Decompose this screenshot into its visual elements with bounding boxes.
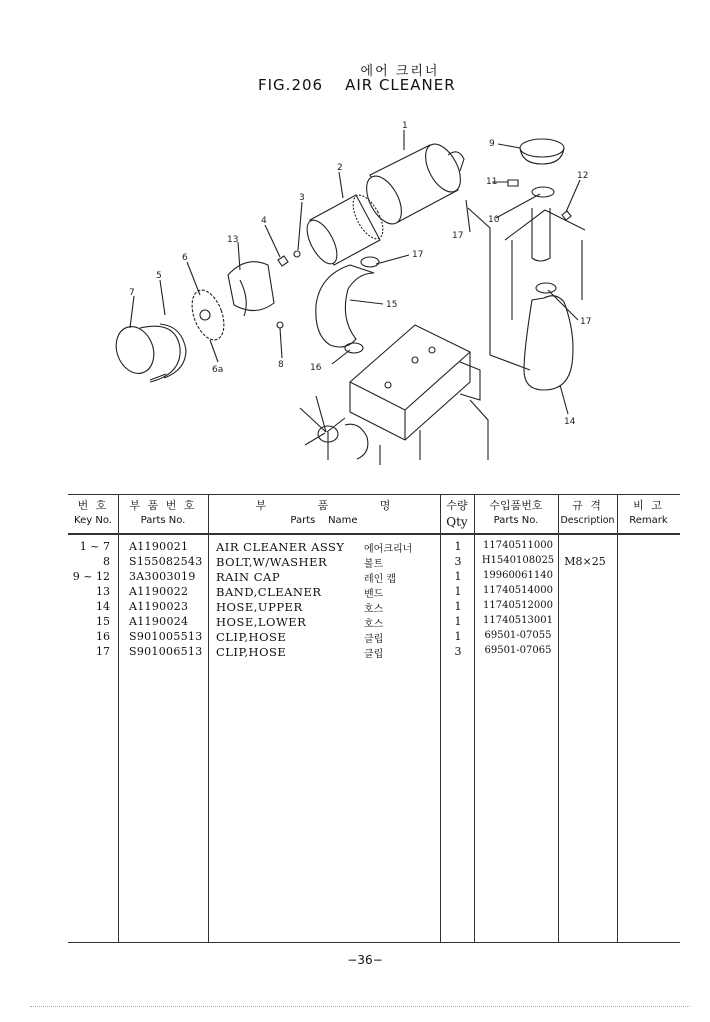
svg-text:13: 13 bbox=[227, 235, 239, 245]
svg-text:1: 1 bbox=[402, 121, 408, 131]
row-qty: 3 bbox=[454, 555, 462, 568]
header-desc-en: Description bbox=[560, 515, 615, 526]
svg-text:3: 3 bbox=[299, 193, 305, 203]
row-part-no: S155082543 bbox=[129, 555, 203, 568]
washer bbox=[294, 251, 300, 257]
header-remark-en: Remark bbox=[629, 515, 668, 526]
row-part-no: 3A3003019 bbox=[129, 570, 196, 583]
row-part-no: A1190022 bbox=[129, 585, 189, 598]
row-qty: 1 bbox=[454, 585, 462, 598]
ring bbox=[186, 286, 230, 344]
part-11 bbox=[508, 180, 518, 186]
row-name-ko: 볼트 bbox=[364, 559, 384, 570]
row-key: 14 bbox=[96, 600, 110, 613]
row-import-no: 19960061140 bbox=[483, 570, 553, 581]
svg-text:6a: 6a bbox=[212, 365, 224, 375]
row-name: HOSE,LOWER bbox=[216, 615, 307, 629]
korean-title: 에어 크리너 bbox=[360, 64, 440, 79]
row-name-ko: 호스 bbox=[364, 619, 384, 630]
svg-text:4: 4 bbox=[261, 216, 267, 226]
row-qty: 1 bbox=[454, 615, 462, 628]
row-name-ko: 호스 bbox=[364, 604, 384, 615]
svg-text:10: 10 bbox=[488, 215, 500, 225]
row-name: CLIP,HOSE bbox=[216, 645, 287, 659]
row-part-no: S901005513 bbox=[129, 630, 203, 643]
row-qty: 1 bbox=[454, 540, 462, 553]
row-name-ko: 클립 bbox=[364, 649, 384, 660]
header-part-ko: 부 품 번 호 bbox=[129, 499, 197, 512]
header-desc-ko: 규 격 bbox=[572, 499, 603, 512]
svg-text:2: 2 bbox=[337, 163, 343, 173]
table-row bbox=[68, 600, 680, 615]
svg-text:17: 17 bbox=[452, 231, 464, 241]
row-part-no: A1190024 bbox=[129, 615, 189, 628]
row-name: AIR CLEANER ASSY bbox=[216, 540, 345, 554]
header-name-ko: 부 품 명 bbox=[255, 499, 393, 512]
row-import-no: 11740511000 bbox=[483, 540, 553, 551]
row-qty: 1 bbox=[454, 570, 462, 583]
row-qty: 1 bbox=[454, 600, 462, 613]
row-qty: 1 bbox=[454, 630, 462, 643]
cleaner-band bbox=[228, 262, 274, 316]
figure-number: FIG.206 bbox=[258, 76, 324, 94]
row-import-no: 69501-07065 bbox=[484, 645, 552, 656]
bolt-8 bbox=[277, 322, 283, 328]
row-desc: M8×25 bbox=[564, 555, 606, 568]
exploded-parts-diagram bbox=[0, 100, 710, 480]
svg-text:17: 17 bbox=[580, 317, 592, 327]
row-name-ko: 에어크리너 bbox=[364, 544, 413, 555]
svg-text:6: 6 bbox=[182, 253, 188, 263]
table-row bbox=[68, 570, 680, 585]
header-name-en: Parts Name bbox=[290, 515, 358, 526]
row-key: 15 bbox=[96, 615, 110, 628]
page-number: −36− bbox=[347, 953, 383, 967]
row-name: RAIN CAP bbox=[216, 570, 281, 584]
table-row bbox=[68, 645, 680, 660]
row-name: BAND,CLEANER bbox=[216, 585, 322, 599]
row-name: CLIP,HOSE bbox=[216, 630, 287, 644]
header-remark-ko: 비 고 bbox=[633, 499, 664, 512]
row-import-no: 11740512000 bbox=[483, 600, 553, 611]
row-import-no: 69501-07055 bbox=[484, 630, 552, 641]
row-import-no: H1540108025 bbox=[481, 555, 555, 566]
row-part-no: A1190021 bbox=[129, 540, 189, 553]
row-qty: 3 bbox=[454, 645, 462, 658]
svg-text:17: 17 bbox=[412, 250, 424, 260]
header-import-ko: 수입품번호 bbox=[489, 499, 543, 512]
header-key-en: Key No. bbox=[74, 515, 112, 526]
header-part-en: Parts No. bbox=[140, 515, 186, 526]
row-name: BOLT,W/WASHER bbox=[216, 555, 328, 569]
svg-text:15: 15 bbox=[386, 300, 398, 310]
dust-cover bbox=[110, 321, 186, 382]
row-name-ko: 레인 캡 bbox=[364, 574, 397, 585]
figure-name: AIR CLEANER bbox=[345, 76, 456, 94]
svg-text:14: 14 bbox=[564, 417, 576, 427]
row-import-no: 11740513001 bbox=[483, 615, 553, 626]
table-row bbox=[68, 555, 680, 570]
wing-nut bbox=[278, 256, 288, 266]
lower-hose bbox=[316, 265, 374, 347]
svg-text:5: 5 bbox=[156, 271, 162, 281]
table-row bbox=[68, 585, 680, 600]
row-key: 13 bbox=[96, 585, 110, 598]
row-name-ko: 밴드 bbox=[364, 589, 384, 600]
row-name-ko: 클립 bbox=[364, 634, 384, 645]
row-key: 8 bbox=[103, 555, 110, 568]
air-cleaner-body bbox=[359, 138, 467, 229]
svg-text:12: 12 bbox=[577, 171, 589, 181]
svg-text:16: 16 bbox=[310, 363, 322, 373]
figure-title bbox=[258, 76, 478, 94]
svg-text:8: 8 bbox=[278, 360, 284, 370]
clip-10 bbox=[532, 187, 554, 197]
row-key: 16 bbox=[96, 630, 110, 643]
row-import-no: 11740514000 bbox=[483, 585, 553, 596]
scan-edge bbox=[30, 1006, 690, 1010]
header-qty-en: Qty bbox=[446, 515, 468, 529]
table-row bbox=[68, 540, 680, 555]
header-key-ko: 번 호 bbox=[77, 499, 109, 512]
row-part-no: S901006513 bbox=[129, 645, 203, 658]
cooling-fan bbox=[300, 396, 368, 460]
table-row bbox=[68, 615, 680, 630]
upper-hose bbox=[524, 296, 573, 390]
svg-text:9: 9 bbox=[489, 139, 495, 149]
row-name: HOSE,UPPER bbox=[216, 600, 303, 614]
rain-cap bbox=[520, 139, 564, 164]
row-key: 17 bbox=[96, 645, 110, 658]
header-qty-ko: 수량 bbox=[446, 499, 468, 512]
header-import-en: Parts No. bbox=[493, 515, 539, 526]
svg-text:11: 11 bbox=[486, 177, 498, 187]
row-key: 1 ~ 7 bbox=[79, 540, 110, 553]
row-key: 9 ~ 12 bbox=[72, 570, 110, 583]
row-part-no: A1190023 bbox=[129, 600, 189, 613]
clip-17a bbox=[361, 257, 379, 267]
engine-head bbox=[350, 325, 488, 465]
svg-text:7: 7 bbox=[129, 288, 135, 298]
table-row bbox=[68, 630, 680, 645]
